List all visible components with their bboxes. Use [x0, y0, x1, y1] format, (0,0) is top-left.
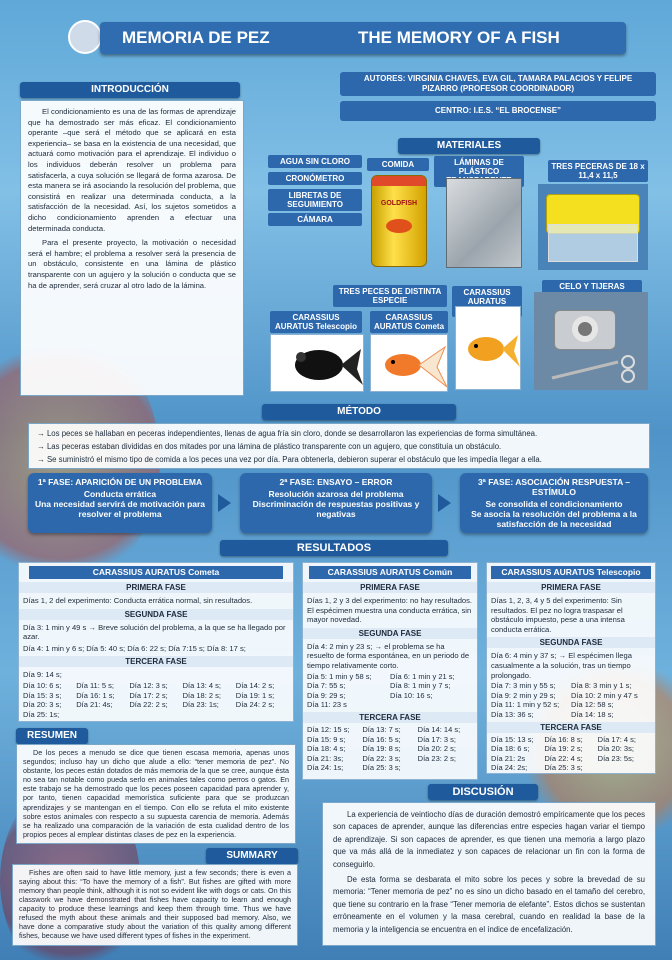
food-can-label: GOLDFISH	[380, 200, 418, 207]
results-cell: Día 12: 58 s;	[571, 700, 614, 710]
results-cell: Día 13: 7 s;	[362, 724, 401, 734]
phase-1-line-2: Una necesidad servirá de motivación para resolver el problema	[34, 499, 206, 519]
results-cell: Día 20: 3s;	[597, 744, 634, 754]
food-can-fish-icon	[386, 219, 412, 233]
intro-paragraph-2: Para el presente proyecto, la motivación o necesidad será el hambre; el problema a resolver será la presencia de un obstáculo, consistente en una lámina de plástico transparente con un agujero y la solución o conducta que se ha de aprender, será cruzar al otro lado de la lámina.	[28, 238, 236, 290]
phase-arrow-1	[218, 494, 231, 512]
comet-title: CARASSIUS AURATUS Cometa	[29, 566, 283, 579]
results-cell: Día 10: 2 min y 47 s	[571, 690, 638, 700]
results-cell: Día 18: 6 s;	[491, 744, 530, 754]
comet-phase-2-times: Día 4: 1 min y 6 s; Día 5: 40 s; Día 6: 22 s; Día 7:15 s; Día 8: 17 s;	[23, 643, 246, 653]
results-cell: Día 5: 1 min y 58 s;	[307, 671, 372, 681]
resumen-panel	[16, 744, 296, 844]
common-phase-2-grid	[303, 672, 477, 710]
comet-phase-2-text: Día 3: 1 min y 49 s → Breve solución del problema, a la que se ha llegado por azar.	[23, 622, 286, 642]
results-cell: Día 11: 1 min y 52 s;	[491, 700, 560, 710]
results-cell: Día 20: 3 s;	[23, 700, 62, 710]
discussion-paragraph-2: De esta forma se desbarata el mito sobre los peces y sobre la brevedad de su memoria: “Tener memoria de pez” no es sino un dicho basado en el tamaño del cerebro, que tiene su contrario en la frase “Tener memoria de elefante”. Estos dichos se sustentan erróneamente en el volumen y la masa cerebral, cuando en realidad la base de la memoria y la inteligencia se encuentra en el índice de encefalización.	[333, 875, 645, 934]
fish-tank-body	[548, 224, 638, 262]
results-cell	[76, 710, 129, 720]
material-plastic-sheets: LÁMINAS DE PLÁSTICO	[434, 156, 524, 187]
results-cell: Día 25: 3 s;	[362, 763, 401, 773]
material-water: AGUA SIN CLORO	[268, 155, 362, 168]
food-can-lid	[372, 176, 426, 186]
summary-panel	[12, 864, 298, 946]
phase-2-line-1: Resolución azarosa del problema	[268, 489, 404, 499]
comet-phase-2-heading: SEGUNDA FASE	[19, 609, 293, 620]
results-cell	[418, 763, 473, 773]
material-three-fish: TRES PECES DE DISTINTA ESPECIE	[333, 285, 447, 307]
results-cell	[598, 763, 651, 773]
discussion-paragraph-1: La experiencia de veintiocho días de duración demostró empíricamente que los peces son capaces de aprender, aunque las diferencias entre especies hagan variar el tiempo de aprendizaje. Si son capaces de aprender, es que tienen una memoria a largo plazo que va más allá de la inmediatez y son capaces de relacionar un fin con la forma de conseguirlo.	[333, 810, 645, 869]
results-cell: Día 16: 1 s;	[76, 690, 115, 700]
common-phase-3-heading: TERCERA FASE	[303, 712, 477, 723]
results-cell: Día 17: 3 s;	[417, 734, 457, 744]
results-telescope-column	[486, 562, 656, 774]
results-cell: Día 25: 3 s;	[544, 763, 583, 773]
material-chronometer: CRONÓMETRO	[268, 172, 362, 185]
resumen-heading: RESUMEN	[16, 728, 88, 744]
phase-3-line-2: Se asocia la resolución del problema a la satisfacción de la necesidad	[471, 509, 637, 529]
comet-phase-3-heading: TERCERA FASE	[19, 656, 293, 667]
results-cell: Día 22: 3 s;	[362, 753, 401, 763]
results-cell: Día 19: 8 s;	[362, 744, 401, 754]
results-cell: Día 18: 2 s;	[182, 690, 221, 700]
telescope-phase-2-heading: SEGUNDA FASE	[487, 637, 655, 648]
results-cell	[236, 710, 289, 720]
results-cell: Día 25: 1s;	[23, 709, 60, 719]
results-cell: Día 19: 2 s;	[544, 744, 583, 754]
summary-heading: SUMMARY	[206, 848, 298, 864]
telescope-fish-icon	[271, 335, 365, 393]
results-cell: Día 19: 1 s;	[235, 690, 275, 700]
common-phase-2-heading: SEGUNDA FASE	[303, 628, 477, 639]
results-cell: Día 21: 4s;	[76, 700, 113, 710]
comet-phase-1-text: Días 1, 2 del experimento: Conducta errática normal, sin resultados.	[23, 596, 253, 605]
comet-fish-image	[370, 334, 448, 392]
results-cell: Día 17: 2 s;	[129, 690, 168, 700]
phase-3-line-1: Se consolida el condicionamiento	[485, 499, 623, 509]
intro-paragraph-1: El condicionamiento es una de las formas de aprendizaje que ha demostrado ser más eficaz. El condicionamiento operante –que será el método que se aplicará en esta experiencia– se basa en la existencia de una necesidad, que actuará como motivación para el aprendizaje. El individuo o los individuos deberán resolver un problema para satisfacerla, a cuya solución se llegará de forma azarosa. De esta manera se irá asociando la resolución del problema, que consistirá en realizar una determinada conducta, a la satisfacción de la necesidad. Así, los sujetos sometidos a dicho condicionamiento aprenden a efectuar una determinada conducta.	[28, 107, 236, 233]
results-cell: Día 16: 5 s;	[362, 734, 401, 744]
telescope-title: CARASSIUS AURATUS Telescopio	[491, 566, 651, 579]
method-heading: MÉTODO	[262, 404, 456, 420]
fish-label-telescope: CARASSIUS AURATUS Telescopio	[270, 311, 362, 333]
phase-2-title: 2ª FASE: ENSAYO – ERROR	[279, 477, 393, 487]
results-cell: Día 9: 2 min y 29 s;	[491, 690, 556, 700]
results-cell: Día 23: 1s;	[182, 700, 219, 710]
common-fish-icon	[456, 307, 522, 391]
results-cell	[129, 710, 182, 720]
phase-1-line-1: Conducta errática	[83, 489, 157, 499]
results-comet-column	[18, 562, 294, 722]
common-title: CARASSIUS AURATUS Común	[309, 566, 471, 579]
telescope-phase-1-text: Días 1, 2, 3, 4 y 5 del experimento: Sin resultados. El pez no logra traspasar el obstáculo impuesto, pese a una intensa conducta errática.	[491, 596, 625, 634]
results-cell: Día 10: 16 s;	[390, 690, 433, 700]
results-cell: Día 13: 4 s;	[182, 680, 221, 690]
summary-text: Fishes are often said to have little memory, just a few seconds; there is even a saying about this: “To have the memory of a fish”. But fishes are gifted with more memory than people think, although it is not so evident like with dogs or cats. On this classwork we have demonstrated that fishes have capacity to learn and enough capacity to produce these learnings and keep them through time. Thus we have refused the myth about these animals and their supposed bad memory. Also, we have done a comparative study about the variation of this quality among different fishes, because we have used different types of fishes in the experiment.	[19, 868, 291, 940]
school-banner	[340, 101, 656, 121]
results-heading: RESULTADOS	[220, 540, 448, 556]
results-cell: Día 21: 3s;	[307, 753, 344, 763]
results-cell: Día 14: 18 s;	[571, 709, 614, 719]
results-cell: Día 24: 2 s;	[235, 700, 275, 710]
authors-text: AUTORES: VIRGINIA CHAVES, EVA GIL, TAMARA PALACIOS Y FELIPE PIZARRO (PROFESOR COORDINADOR)	[363, 74, 633, 93]
results-cell: Día 12: 15 s;	[307, 724, 350, 734]
results-cell: Día 21: 2s	[491, 753, 526, 763]
results-cell: Día 24: 1s;	[307, 763, 344, 773]
results-cell: Día 11: 5 s;	[76, 680, 114, 690]
phase-3-title: 3ª FASE: ASOCIACIÓN RESPUESTA – ESTÍMULO	[477, 477, 631, 497]
title-spanish: MEMORIA DE PEZ	[122, 28, 270, 47]
results-cell: Día 20: 2 s;	[417, 744, 457, 754]
telescope-phase-1-heading: PRIMERA FASE	[487, 582, 655, 593]
authors-banner	[340, 72, 656, 96]
results-cell: Día 22: 4 s;	[544, 753, 583, 763]
results-cell: Día 22: 2 s;	[129, 700, 168, 710]
method-bullet-2: → Las peceras estaban divididas en dos mitades por una lámina de plástico transparente con un agujero, que constituía un obstáculo.	[37, 442, 502, 451]
telescope-phase-2-grid	[487, 681, 655, 719]
common-phase-3-grid	[303, 725, 477, 773]
results-cell: Día 15: 3 s;	[23, 690, 62, 700]
phase-arrow-2	[438, 494, 451, 512]
phase-1-title: 1ª FASE: APARICIÓN DE UN PROBLEMA	[37, 477, 203, 487]
telescope-fish-image	[270, 334, 364, 392]
material-notebooks: LIBRETAS DE SEGUIMIENTO	[268, 189, 362, 211]
results-cell	[183, 710, 236, 720]
tape-scissors-image	[534, 292, 648, 390]
phase-1-box	[28, 473, 212, 533]
telescope-phase-3-grid	[487, 735, 655, 773]
results-cell: Día 11: 23 s	[307, 700, 347, 710]
intro-heading: INTRODUCCIÓN	[20, 82, 240, 98]
school-text: CENTRO: I.E.S. “EL BROCENSE”	[434, 106, 562, 115]
material-tanks: TRES PECERAS DE 18 x 11,4 x 11,5	[548, 160, 648, 182]
scissors-icon	[548, 354, 642, 384]
comet-fish-icon	[371, 335, 449, 393]
intro-panel	[20, 100, 244, 396]
results-cell: Día 7: 3 min y 55 s;	[491, 681, 556, 691]
title-circle	[68, 20, 102, 54]
results-cell: Día 12: 3 s;	[129, 680, 168, 690]
fish-tank-image	[538, 184, 648, 270]
results-cell: Día 8: 3 min y 1 s;	[571, 681, 632, 691]
comet-phase-3-day-9: Día 9: 14 s;	[23, 670, 62, 680]
telescope-phase-2-text: Día 6: 4 min y 37 s; → El espécimen llega casualmente a la solución, tras un tiempo prolongado.	[491, 651, 632, 680]
results-cell: Día 9: 29 s;	[307, 690, 346, 700]
method-bullet-3: → Se suministró el mismo tipo de comida a los peces una vez por día. Para obtenerla, debieron superar el obstáculo que les impedía llegar a ella.	[37, 455, 542, 464]
tape-roll	[572, 316, 598, 342]
results-cell: Día 15: 9 s;	[307, 734, 346, 744]
results-cell: Día 7: 55 s;	[307, 681, 346, 691]
common-phase-1-heading: PRIMERA FASE	[303, 582, 477, 593]
results-cell: Día 23: 5s;	[597, 753, 634, 763]
telescope-phase-3-heading: TERCERA FASE	[487, 722, 655, 733]
results-cell: Día 13: 36 s;	[491, 709, 534, 719]
results-cell: Día 17: 4 s;	[597, 734, 637, 744]
method-bullet-1: → Los peces se hallaban en peceras independientes, llenas de agua fría sin cloro, donde se desarrollaron las experiencias de forma simultánea.	[37, 429, 538, 438]
material-tape-scissors: CELO Y TIJERAS	[542, 280, 642, 293]
comet-phase-3-grid	[19, 681, 293, 719]
materials-heading: MATERIALES	[398, 138, 540, 154]
fish-label-common: CARASSIUS AURATUS	[452, 286, 522, 317]
discussion-panel	[322, 802, 656, 946]
results-cell: Día 15: 13 s;	[491, 734, 534, 744]
results-cell: Día 8: 1 min y 7 s;	[390, 681, 451, 691]
results-cell	[390, 700, 473, 710]
results-cell: Día 14: 2 s;	[235, 680, 275, 690]
title-banner	[100, 22, 626, 54]
results-cell: Día 24: 2s;	[491, 763, 528, 773]
phase-3-box	[460, 473, 648, 533]
material-food: COMIDA	[367, 158, 429, 171]
method-panel	[28, 423, 650, 469]
common-phase-1-text: Días 1, 2 y 3 del experimento: no hay resultados. El espécimen muestra una conducta errática, sin mayor novedad.	[307, 596, 473, 625]
results-cell: Día 18: 4 s;	[307, 744, 346, 754]
plastic-sheet-image	[446, 178, 522, 268]
results-cell: Día 23: 2 s;	[417, 753, 457, 763]
phase-2-box	[240, 473, 432, 533]
resumen-text: De los peces a menudo se dice que tienen escasa memoria, apenas unos segundos; incluso hay un dicho que alude a ello: “tener memoria de pez”. No obstante, los peces están dotados de más memoria de la que se cree, aunque ésta no sea tan notable como pueda serlo en animales tales como perros o gatos. En este trabajo se ha demostrado que los peces poseen capacidad para aprender y, por tanto, tienen capacidad memorística suficiente para que se produzcan aprendizajes y se mantengan en el tiempo. Con ello se refuta el mito existente sobre estos animales con respecto a su supuesta carencia de memoria. Además se ha realizado una comparación de la variación de esta cualidad dentro de los propios peces al emplear distintas clases de pez en la experiencia.	[23, 748, 289, 839]
comet-phase-1-heading: PRIMERA FASE	[19, 582, 293, 593]
title-english: THE MEMORY OF A FISH	[358, 28, 560, 47]
results-cell: Día 14: 14 s;	[417, 724, 461, 734]
common-fish-image	[455, 306, 521, 390]
results-cell: Día 16: 8 s;	[544, 734, 583, 744]
results-cell: Día 6: 1 min y 21 s;	[390, 671, 455, 681]
material-camera: CÁMARA	[268, 213, 362, 226]
phase-2-line-2: Discriminación de respuestas positivas y negativas	[252, 499, 420, 519]
common-phase-2-text: Día 4: 2 min y 23 s; → el problema se ha resuelto de forma espontánea, en un periodo de tiempo relativamente corto.	[307, 641, 470, 670]
results-common-column	[302, 562, 478, 780]
discussion-heading: DISCUSIÓN	[428, 784, 538, 800]
food-can-image	[371, 175, 427, 267]
fish-label-comet: CARASSIUS AURATUS Cometa	[370, 311, 448, 333]
results-cell: Día 10: 6 s;	[23, 680, 62, 690]
